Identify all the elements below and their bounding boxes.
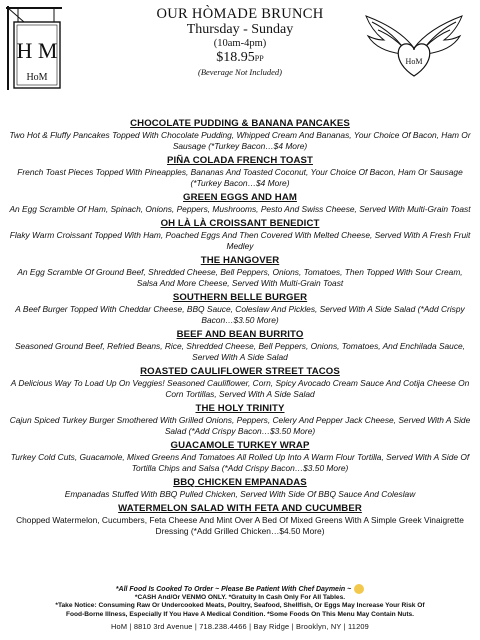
menu-footer [6, 584, 474, 632]
menu-item [6, 329, 474, 363]
beverage-note: (Beverage Not Included) [197, 67, 283, 77]
footnote-cooking [6, 584, 474, 594]
hanging-sign-logo [4, 4, 64, 90]
menu-item [6, 155, 474, 189]
item-name: ROASTED CAULIFLOWER STREET TACOS [140, 366, 340, 377]
item-description: A Beef Burger Topped With Cheddar Cheese, BBQ Sauce, Coleslaw And Pickles, Served With A Side Salad (*Add Crispy Bacon…$3.50 More) [15, 304, 465, 325]
item-name: PIÑA COLADA FRENCH TOAST [167, 155, 313, 166]
menu-title: OUR HÒMADE BRUNCH [156, 6, 324, 22]
item-description: Cajun Spiced Turkey Burger Smothered With Grilled Onions, Peppers, Celery And Pepper Jack Cheese, Served With A Side Salad (*Add Crispy Bacon…$3.50 More) [9, 415, 471, 436]
menu-item [6, 503, 474, 537]
item-description: A Delicious Way To Load Up On Veggies! Seasoned Cauliflower, Corn, Spicy Avocado Cream Sauce And Cotija Cheese On Corn Tortillas, Served With A Side Salad [10, 378, 470, 399]
winged-heart-logo [362, 12, 466, 78]
item-name: GUACAMOLE TURKEY WRAP [170, 440, 310, 451]
item-description: Chopped Watermelon, Cucumbers, Feta Cheese And Mint Over A Bed Of Mixed Greens With A Simple Greek Vinaigrette Dressing (*Add Grilled Chicken…$4.50 More) [16, 515, 464, 536]
item-name: THE HOLY TRINITY [195, 403, 285, 414]
menu-header [0, 0, 480, 112]
menu-item [6, 118, 474, 152]
item-name: GREEN EGGS AND HAM [183, 192, 297, 203]
item-name: OH LÀ LÀ CROISSANT BENEDICT [160, 218, 320, 229]
menu-item [6, 192, 474, 215]
item-description: French Toast Pieces Topped With Pineapples, Bananas And Toasted Coconut, Your Choice Of Bacon, Ham Or Sausage (*Turkey Bacon…$4 More) [17, 167, 463, 188]
price-value: $18.95 [216, 50, 255, 65]
price-suffix: PP [254, 54, 264, 63]
logo-right-text: HoM [405, 57, 423, 66]
footnote-payment: *CASH And/Or VENMO ONLY. *Gratuity In Cash Only For All Tables. [134, 594, 346, 601]
menu-item [6, 292, 474, 326]
smiley-icon [354, 584, 364, 594]
item-name: SOUTHERN BELLE BURGER [172, 292, 308, 303]
item-description: Turkey Cold Cuts, Guacamole, Mixed Greens And Tomatoes All Rolled Up Into A Warm Flour Tortilla, Served With A Side Of Tortilla Chips and Salsa (*Add Crispy Bacon…$3.50 More) [10, 452, 470, 473]
menu-item [6, 440, 474, 474]
menu-item [6, 218, 474, 252]
footnote-warning-2: Food-Borne Illness, Especially If You Have A Medical Condition. *Some Foods On This Menu May Contain Nuts. [65, 610, 415, 618]
item-description: An Egg Scramble Of Ground Beef, Shredded Cheese, Bell Peppers, Onions, Tomatoes, Then Topped With Sour Cream, Salsa And More Cheese, Served With Multi-Grain Toast [17, 267, 463, 288]
menu-item [6, 477, 474, 500]
address-line: HoM | 8810 3rd Avenue | 718.238.4466 | Bay Ridge | Brooklyn, NY | 11209 [111, 622, 369, 632]
item-description: Seasoned Ground Beef, Refried Beans, Rice, Shredded Cheese, Bell Peppers, Onions, Tomatoes, And Enchilada Sauce, Served With A Side Salad [14, 341, 466, 362]
title-block [120, 6, 360, 78]
item-name: CHOCOLATE PUDDING & BANANA PANCAKES [130, 118, 350, 129]
item-description: Empanadas Stuffed With BBQ Pulled Chicken, Served With Side Of BBQ Sauce And Coleslaw [64, 489, 416, 499]
menu-hours: (10am-4pm) [213, 38, 267, 49]
item-description: An Egg Scramble Of Ham, Spinach, Onions, Peppers, Mushrooms, Pesto And Swiss Cheese, Served With Multi-Grain Toast [9, 204, 471, 214]
menu-days: Thursday - Sunday [186, 22, 294, 37]
footnote-cooking-text: *All Food Is Cooked To Order ~ Please Be Patient With Chef Daymein ~ [115, 585, 352, 593]
item-description: Two Hot & Fluffy Pancakes Topped With Chocolate Pudding, Whipped Cream And Bananas, Your Choice Of Bacon, Ham Or Sausage (*Turkey Bacon…$4 More) [9, 130, 471, 151]
item-name: WATERMELON SALAD WITH FETA AND CUCUMBER [118, 503, 362, 514]
menu-price [120, 50, 360, 67]
item-name: BBQ CHICKEN EMPANADAS [173, 477, 307, 488]
menu-item [6, 403, 474, 437]
menu-item [6, 366, 474, 400]
menu-item [6, 255, 474, 289]
item-name: BEEF AND BEAN BURRITO [176, 329, 304, 340]
item-description: Flaky Warm Croissant Topped With Ham, Poached Eggs And Then Covered With Melted Cheese, Served With A Fresh Fruit Medley [9, 230, 471, 251]
item-name: THE HANGOVER [200, 255, 280, 266]
logo-monogram: H M [16, 38, 58, 63]
menu-list [6, 118, 474, 540]
logo-left-text: HoM [26, 72, 48, 83]
footnote-warning-1: *Take Notice: Consuming Raw Or Undercooked Meats, Poultry, Seafood, Shellfish, Or Eggs May Increase Your Risk Of [55, 602, 425, 610]
